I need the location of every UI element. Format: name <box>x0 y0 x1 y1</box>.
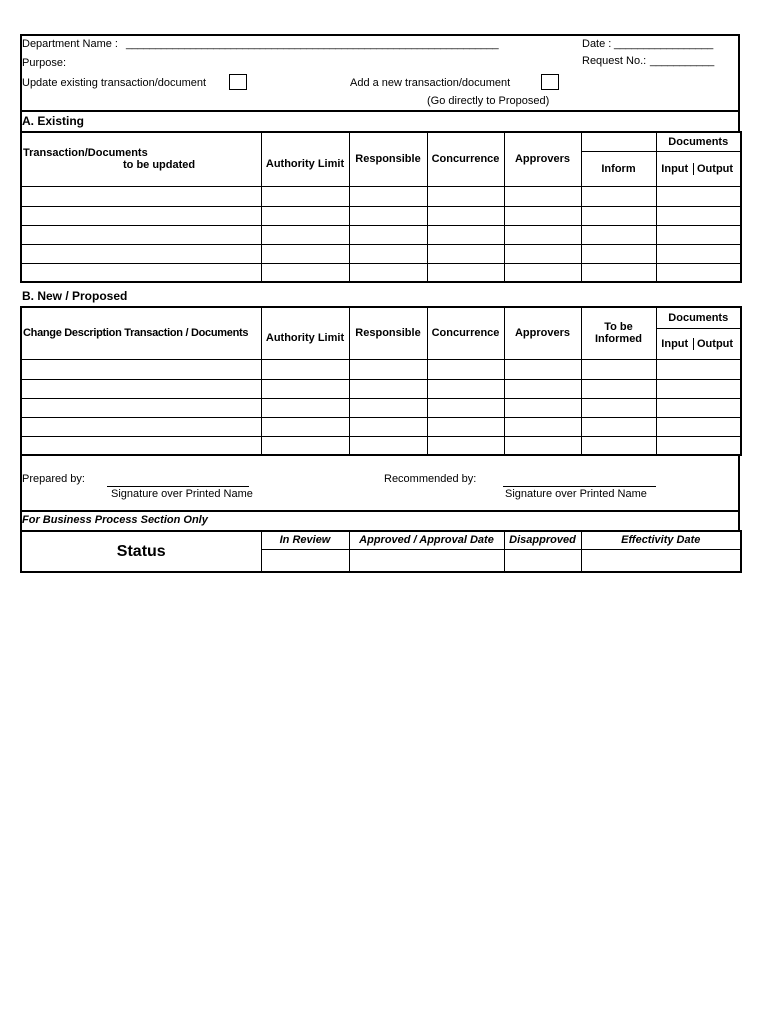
recommended-by-label: Recommended by: <box>384 473 477 485</box>
table-cell[interactable] <box>21 417 261 436</box>
add-new-label: Add a new transaction/document <box>350 77 511 89</box>
table-cell[interactable] <box>349 244 427 263</box>
request-no-label: Request No.: <box>582 55 647 67</box>
table-cell[interactable] <box>21 225 261 244</box>
table-cell[interactable] <box>656 436 741 455</box>
table-cell[interactable] <box>581 379 656 398</box>
table-cell[interactable] <box>427 417 504 436</box>
table-cell[interactable] <box>427 398 504 417</box>
date-label: Date : <box>582 38 612 50</box>
table-cell[interactable] <box>656 225 741 244</box>
request-no-field[interactable]: ___________ <box>650 55 714 67</box>
table-cell[interactable] <box>504 225 581 244</box>
proposed-table <box>20 306 742 456</box>
col-change-description: Change Description Transaction / Documents <box>21 307 261 359</box>
in-review-cell[interactable] <box>261 549 349 572</box>
table-cell[interactable] <box>427 263 504 282</box>
col-responsible: Responsible <box>349 132 427 186</box>
table-cell[interactable] <box>349 225 427 244</box>
table-cell[interactable] <box>427 359 504 379</box>
table-cell[interactable] <box>504 436 581 455</box>
table-cell[interactable] <box>21 436 261 455</box>
table-cell[interactable] <box>21 398 261 417</box>
prepared-by-signature-line[interactable] <box>107 486 249 487</box>
table-cell[interactable] <box>427 206 504 225</box>
department-label: Department Name : <box>22 38 118 50</box>
table-cell[interactable] <box>581 225 656 244</box>
col-transaction-line2: to be updated <box>123 159 196 172</box>
col-inform: Inform <box>581 151 656 186</box>
status-label: Status <box>21 531 261 572</box>
col-effectivity-date: Effectivity Date <box>581 531 741 549</box>
table-cell[interactable] <box>261 206 349 225</box>
table-cell[interactable] <box>504 186 581 206</box>
table-cell[interactable] <box>427 379 504 398</box>
department-name-field[interactable]: ________________________________________________________________ <box>126 38 499 50</box>
table-cell[interactable] <box>261 359 349 379</box>
table-cell[interactable] <box>21 186 261 206</box>
col-output <box>693 151 741 186</box>
effectivity-date-cell[interactable] <box>581 549 741 572</box>
col-in-review: In Review <box>261 531 349 549</box>
section-b-title: B. New / Proposed <box>22 289 128 303</box>
table-cell[interactable] <box>427 244 504 263</box>
col-informed-line1: To be <box>604 321 633 334</box>
disapproved-cell[interactable] <box>504 549 581 572</box>
col-output <box>693 328 741 359</box>
table-cell[interactable] <box>504 398 581 417</box>
table-cell[interactable] <box>427 186 504 206</box>
col-input: Input <box>656 328 693 359</box>
col-input: Input <box>656 151 693 186</box>
table-cell[interactable] <box>581 263 656 282</box>
table-cell[interactable] <box>21 359 261 379</box>
approved-date-cell[interactable] <box>349 549 504 572</box>
table-cell[interactable] <box>21 379 261 398</box>
status-table <box>20 530 742 573</box>
col-authority-limit: Authority Limit <box>261 132 349 186</box>
purpose-label: Purpose: <box>22 57 67 69</box>
table-cell[interactable] <box>349 263 427 282</box>
table-cell[interactable] <box>349 186 427 206</box>
existing-table <box>20 131 742 283</box>
table-cell[interactable] <box>504 263 581 282</box>
table-cell[interactable] <box>581 398 656 417</box>
col-transaction-line1: Transaction/Documents <box>23 147 148 160</box>
section-a-title: A. Existing <box>22 114 85 128</box>
table-cell[interactable] <box>656 417 741 436</box>
col-responsible: Responsible <box>349 307 427 359</box>
table-cell[interactable] <box>427 225 504 244</box>
col-documents: Documents <box>656 132 741 151</box>
col-output-label: Output <box>693 338 733 350</box>
table-cell[interactable] <box>349 379 427 398</box>
col-transaction-documents <box>21 132 261 186</box>
bps-title: For Business Process Section Only <box>22 514 208 526</box>
table-cell[interactable] <box>656 379 741 398</box>
col-concurrence: Concurrence <box>427 307 504 359</box>
table-cell[interactable] <box>261 436 349 455</box>
col-authority-limit: Authority Limit <box>261 307 349 359</box>
table-cell[interactable] <box>504 244 581 263</box>
col-concurrence: Concurrence <box>427 132 504 186</box>
table-cell[interactable] <box>261 225 349 244</box>
col-output-label: Output <box>693 163 733 175</box>
table-cell[interactable] <box>349 359 427 379</box>
table-cell[interactable] <box>581 244 656 263</box>
prepared-by-caption: Signature over Printed Name <box>111 488 253 500</box>
table-cell[interactable] <box>349 436 427 455</box>
table-cell[interactable] <box>504 379 581 398</box>
col-documents: Documents <box>656 307 741 328</box>
table-cell[interactable] <box>261 417 349 436</box>
table-cell[interactable] <box>581 206 656 225</box>
table-cell[interactable] <box>261 398 349 417</box>
signature-box <box>20 456 740 512</box>
table-cell[interactable] <box>581 359 656 379</box>
recommended-by-caption: Signature over Printed Name <box>505 488 647 500</box>
table-cell[interactable] <box>504 206 581 225</box>
col-inform-top <box>581 132 656 151</box>
table-cell[interactable] <box>349 417 427 436</box>
table-cell[interactable] <box>349 206 427 225</box>
prepared-by-label: Prepared by: <box>22 473 85 485</box>
date-field[interactable]: _________________ <box>614 38 713 50</box>
col-informed-line2: Informed <box>594 333 643 346</box>
table-cell[interactable] <box>261 244 349 263</box>
col-approved-date: Approved / Approval Date <box>349 531 504 549</box>
table-cell[interactable] <box>581 186 656 206</box>
table-cell[interactable] <box>261 263 349 282</box>
recommended-by-signature-line[interactable] <box>503 486 656 487</box>
col-disapproved: Disapproved <box>504 531 581 549</box>
table-cell[interactable] <box>261 379 349 398</box>
table-cell[interactable] <box>581 436 656 455</box>
table-cell[interactable] <box>656 359 741 379</box>
table-cell[interactable] <box>504 417 581 436</box>
table-cell[interactable] <box>21 206 261 225</box>
table-cell[interactable] <box>349 398 427 417</box>
section-a-title-box <box>20 111 740 132</box>
add-new-note: (Go directly to Proposed) <box>427 95 550 107</box>
update-existing-label: Update existing transaction/document <box>22 77 207 89</box>
table-cell[interactable] <box>261 186 349 206</box>
add-new-checkbox[interactable] <box>541 74 559 90</box>
col-approvers: Approvers <box>504 307 581 359</box>
col-to-be-informed <box>581 307 656 359</box>
table-cell[interactable] <box>427 436 504 455</box>
table-cell[interactable] <box>21 263 261 282</box>
table-cell[interactable] <box>581 417 656 436</box>
table-cell[interactable] <box>504 359 581 379</box>
table-cell[interactable] <box>21 244 261 263</box>
update-existing-checkbox[interactable] <box>229 74 247 90</box>
table-cell[interactable] <box>656 186 741 206</box>
table-cell[interactable] <box>656 206 741 225</box>
table-cell[interactable] <box>656 244 741 263</box>
col-approvers: Approvers <box>504 132 581 186</box>
table-cell[interactable] <box>656 263 741 282</box>
table-cell[interactable] <box>656 398 741 417</box>
